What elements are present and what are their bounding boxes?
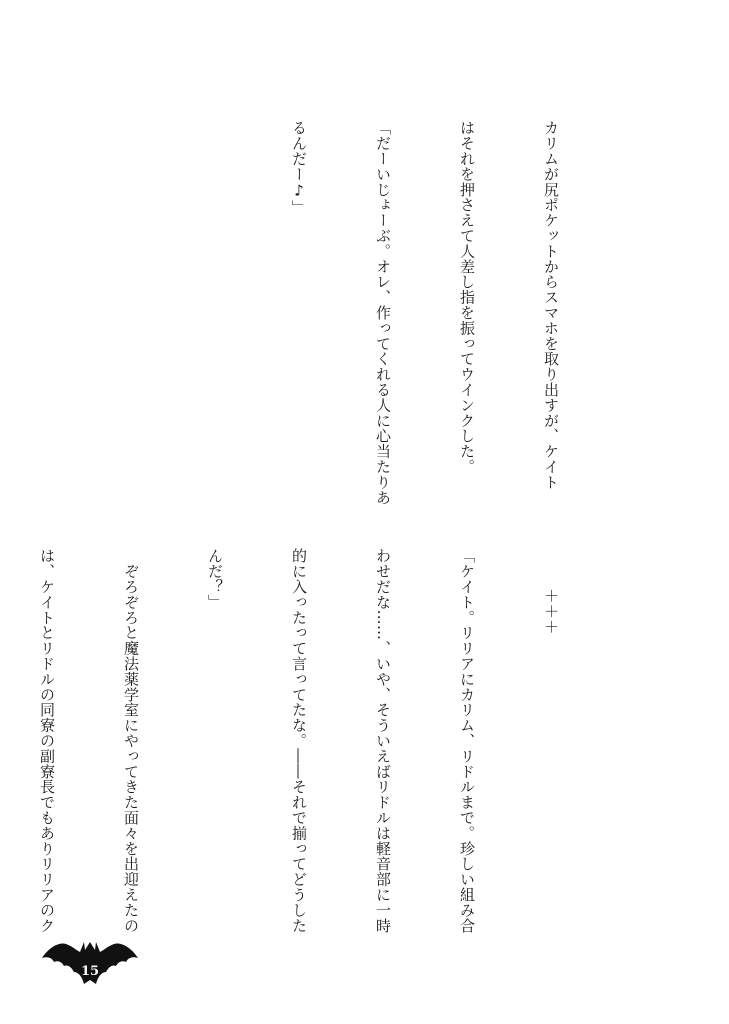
text-line: ぞろぞろと魔法薬学室にやってきた面々を出迎えたの [122,548,140,933]
text-line: んだ？」 [206,548,224,610]
page-number: 15 [80,964,100,979]
text-line: わせだな……、いや、そういえばリドルは軽音部に一時 [374,548,392,933]
text-line: カリムが尻ポケットからスマホを取り出すが、ケイト [542,120,560,490]
text-block-top [229,120,621,520]
text-line: 的に入ったって言ってたな。――それで揃ってどうした [290,548,308,933]
text-line: 「ケイト。リリアにカリム、リドルまで。珍しい組み合 [458,548,476,933]
text-line: 「だーいじょーぶ。オレ、作ってくれる人に心当たりあ [374,120,392,505]
scene-break: ＋＋＋ [542,588,560,635]
bat-icon [40,938,140,988]
text-block-bottom [0,548,621,948]
text-line: は、ケイトとリドルの同寮の副寮長でもありリリアのク [38,548,56,933]
text-line: はそれを押さえて人差し指を振ってウインクした。 [458,120,476,475]
text-line: るんだー♪」 [290,120,308,216]
